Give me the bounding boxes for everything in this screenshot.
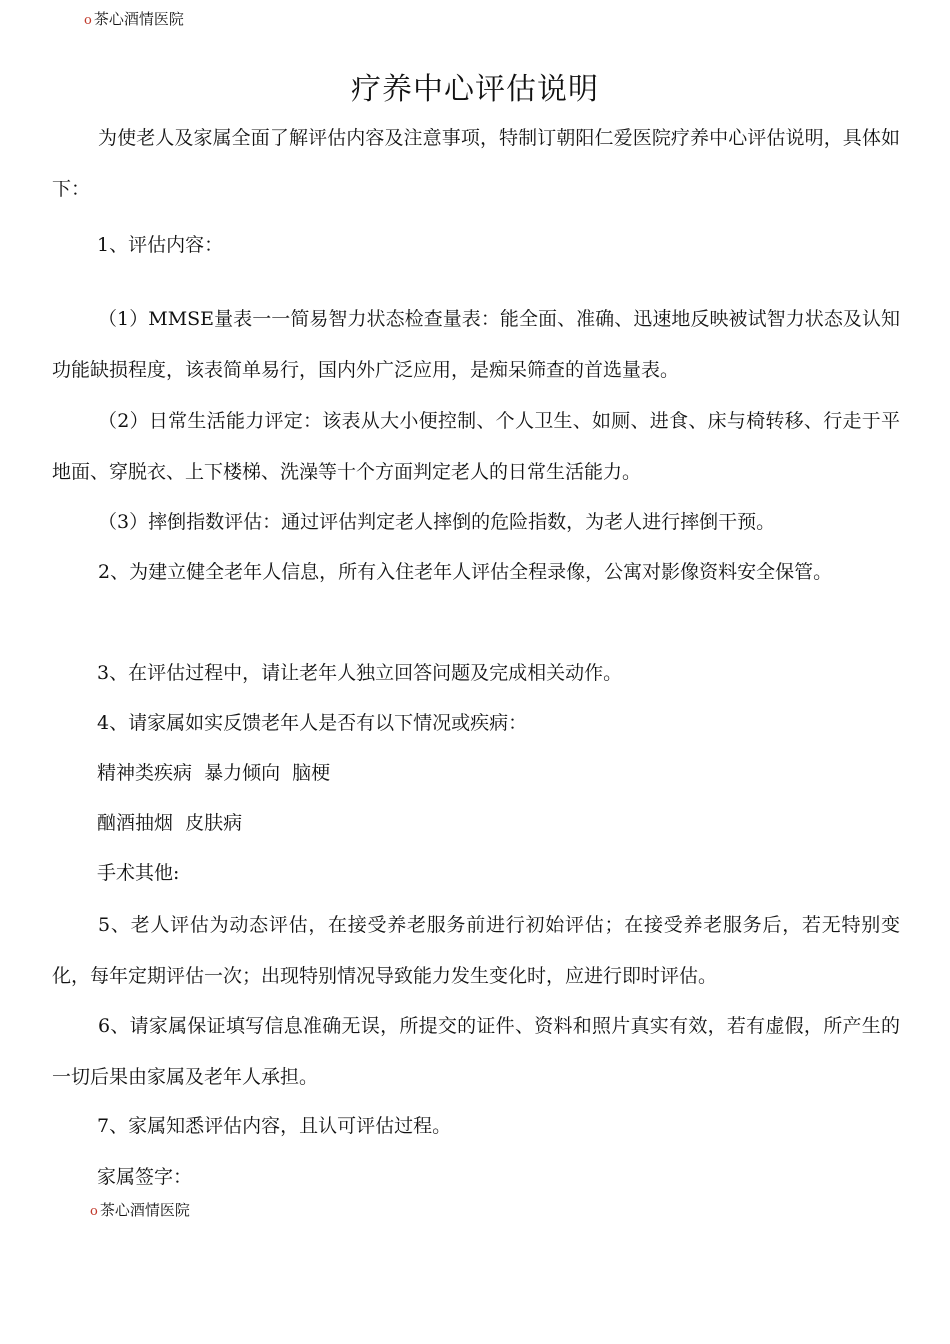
conditions-line-1: 精神类疾病 暴力倾向 脑梗: [97, 762, 331, 784]
section-1-heading: 1、评估内容：: [97, 234, 224, 256]
page-title: 疗养中心评估说明: [351, 72, 599, 107]
conditions-line-3: 手术其他:: [97, 862, 180, 884]
signature-label: 家属签字：: [97, 1166, 193, 1188]
header-org-name: 茶心酒情医院: [93, 10, 184, 28]
conditions-line-2: 酗酒抽烟 皮肤病: [97, 812, 243, 834]
item-2-daily-living: （2）日常生活能力评定：该表从大小便控制、个人卫生、如厕、进食、床与椅转移、行走于平地面、穿脱衣、上下楼梯、洗澡等十个方面判定老人的日常生活能力。: [52, 410, 900, 483]
item-3-fall-index: （3）摔倒指数评估：通过评估判定老人摔倒的危险指数，为老人进行摔倒干预。: [98, 511, 776, 533]
section-5-paragraph: 5、老人评估为动态评估，在接受养老服务前进行初始评估；在接受养老服务后，若无特别变化，每年定期评估一次；出现特别情况导致能力发生变化时，应进行即时评估。: [52, 914, 900, 987]
footer-watermark: [90, 1200, 190, 1222]
section-2-paragraph: 2、为建立健全老年人信息，所有入住老年人评估全程录像，公寓对影像资料安全保管。: [98, 561, 833, 583]
section-4-paragraph: 4、请家属如实反馈老年人是否有以下情况或疾病：: [97, 712, 528, 734]
header-watermark: [84, 9, 184, 31]
section-6-paragraph: 6、请家属保证填写信息准确无误，所提交的证件、资料和照片真实有效，若有虚假，所产生的一切后果由家属及老年人承担。: [52, 1015, 900, 1088]
intro-paragraph: 为使老人及家属全面了解评估内容及注意事项，特制订朝阳仁爱医院疗养中心评估说明，具体如下：: [52, 127, 900, 200]
bullet-icon: o: [90, 1204, 98, 1219]
item-1-mmse: （1）MMSE量表一一简易智力状态检查量表：能全面、准确、迅速地反映被试智力状态及认知功能缺损程度，该表简单易行，国内外广泛应用，是痴呆筛查的首选量表。: [52, 308, 900, 381]
section-3-paragraph: 3、在评估过程中，请让老年人独立回答问题及完成相关动作。: [97, 662, 623, 684]
bullet-icon: o: [84, 13, 92, 28]
footer-org-name: 茶心酒情医院: [99, 1201, 190, 1219]
section-7-paragraph: 7、家属知悉评估内容，且认可评估过程。: [97, 1115, 452, 1137]
